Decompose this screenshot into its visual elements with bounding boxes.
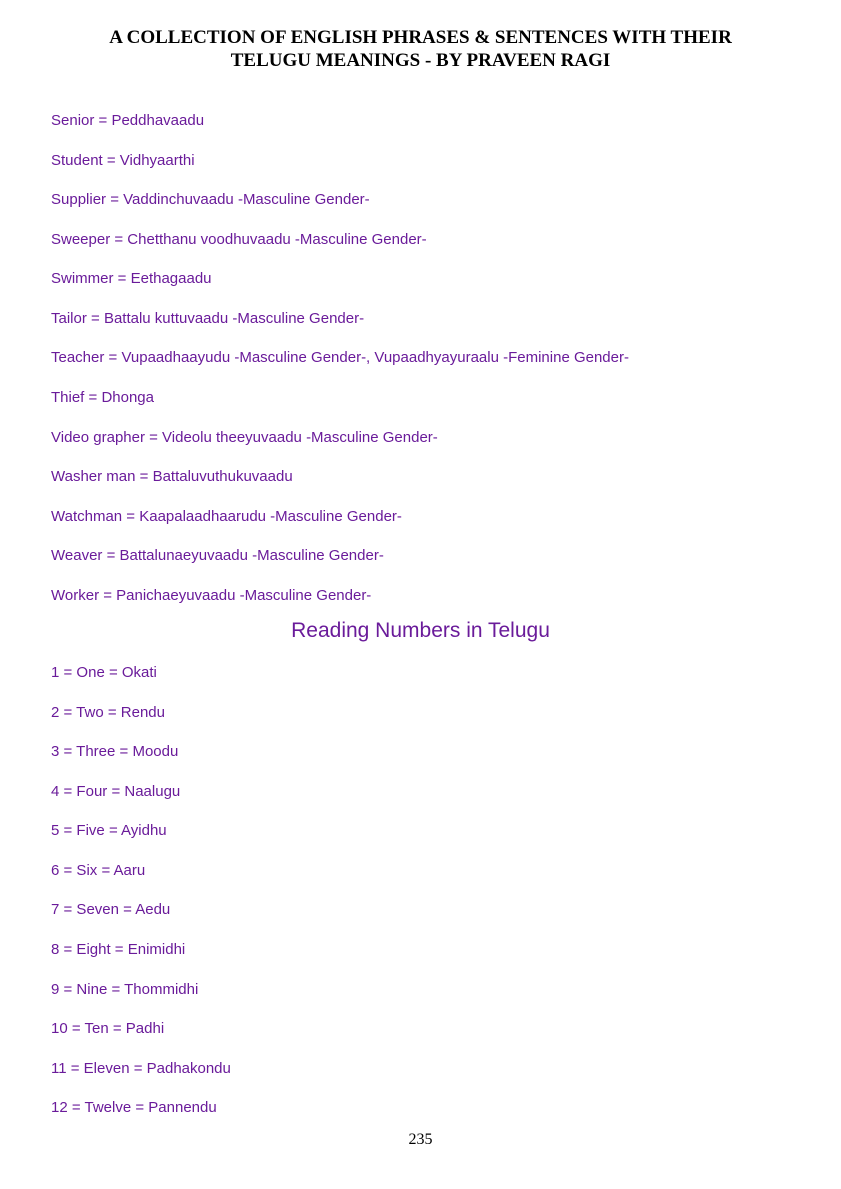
number-entry: 4 = Four = Naalugu [51, 783, 181, 800]
profession-entry: Sweeper = Chetthanu voodhuvaadu -Masculine Gender- [51, 231, 427, 248]
section-heading: Reading Numbers in Telugu [291, 619, 550, 642]
profession-entry: Video grapher = Videolu theeyuvaadu -Masculine Gender- [51, 429, 438, 446]
number-entry: 11 = Eleven = Padhakondu [51, 1060, 231, 1077]
number-entry: 7 = Seven = Aedu [51, 901, 171, 918]
profession-entry: Supplier = Vaddinchuvaadu -Masculine Gender- [51, 191, 370, 208]
number-entry: 9 = Nine = Thommidhi [51, 981, 199, 998]
number-entry: 8 = Eight = Enimidhi [51, 941, 186, 958]
header-title-line-1: A COLLECTION OF ENGLISH PHRASES & SENTENCES WITH THEIR [109, 27, 732, 48]
number-entry: 3 = Three = Moodu [51, 743, 179, 760]
page-number: 235 [408, 1131, 433, 1148]
profession-entry: Watchman = Kaapalaadhaarudu -Masculine Gender- [51, 508, 402, 525]
profession-entry: Senior = Peddhavaadu [51, 112, 205, 129]
profession-entry: Tailor = Battalu kuttuvaadu -Masculine Gender- [51, 310, 365, 327]
number-entry: 5 = Five = Ayidhu [51, 822, 167, 839]
page-header [0, 26, 841, 72]
profession-entry: Worker = Panichaeyuvaadu -Masculine Gender- [51, 587, 372, 604]
number-entry: 12 = Twelve = Pannendu [51, 1099, 217, 1116]
profession-entry: Thief = Dhonga [51, 389, 154, 406]
number-entry: 10 = Ten = Padhi [51, 1020, 165, 1037]
number-entry: 6 = Six = Aaru [51, 862, 146, 879]
profession-entry: Washer man = Battaluvuthukuvaadu [51, 468, 293, 485]
number-entry: 1 = One = Okati [51, 664, 157, 681]
profession-entry: Teacher = Vupaadhaayudu -Masculine Gender-, Vupaadhyayuraalu -Feminine Gender- [51, 349, 629, 366]
profession-entry: Student = Vidhyaarthi [51, 152, 195, 169]
number-entry: 2 = Two = Rendu [51, 704, 165, 721]
header-title-line-2: TELUGU MEANINGS - BY PRAVEEN RAGI [230, 50, 611, 71]
profession-entry: Swimmer = Eethagaadu [51, 270, 212, 287]
profession-entry: Weaver = Battalunaeyuvaadu -Masculine Gender- [51, 547, 384, 564]
